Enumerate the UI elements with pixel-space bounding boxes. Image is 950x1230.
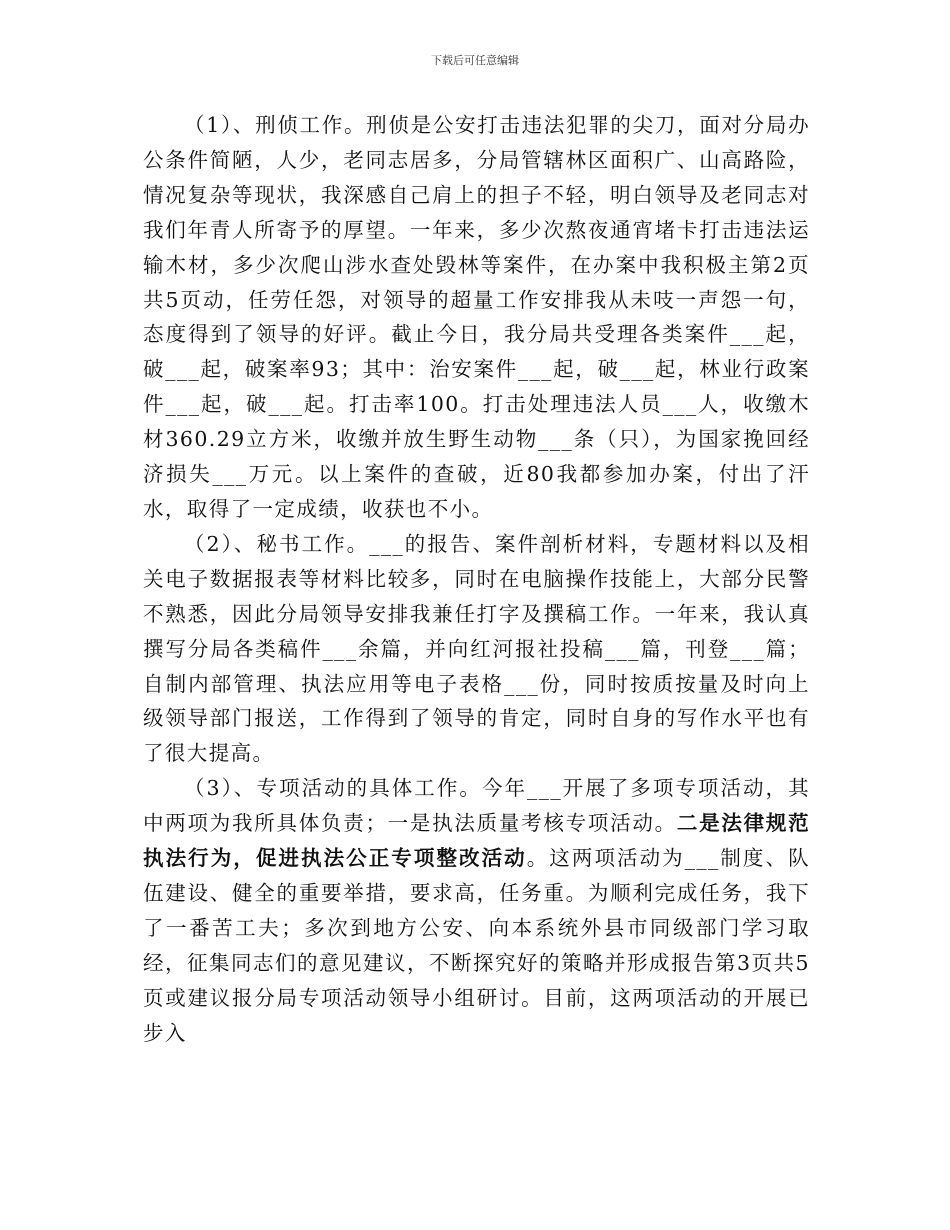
bold-highlight-text: 二是法律规范执法行为，促进执法公正专项整改活动 [143, 811, 810, 871]
paragraph-special-campaigns [143, 771, 810, 1050]
paragraph-criminal-investigation: （1）、刑侦工作。刑侦是公安打击违法犯罪的尖刀，面对分局办公条件简陋，人少，老同志居多，分局管辖林区面积广、山高路险，情况复杂等现状，我深感自己肩上的担子不轻，明白领导及老同志对我们年青人所寄予的厚望。一年来，多少次熬夜通宵堵卡打击违法运输木材，多少次爬山涉水查处毁林等案件，在办案中我积极主第2页共5页动，任劳任怨，对领导的超量工作安排我从未吱一声怨一句，态度得到了领导的好评。截止今日，我分局共受理各类案件___起，破___起，破案率93；其中：治安案件___起，破___起，林业行政案件___起，破___起。打击率100。打击处理违法人员___人，收缴木材360.29立方米，收缴并放生野生动物___条（只），为国家挽回经济损失___万元。以上案件的查破，近80我都参加办案，付出了汗水，取得了一定成绩，收获也不小。 [143, 113, 810, 521]
paragraph-secretary-work: （2）、秘书工作。___的报告、案件剖析材料，专题材料以及相关电子数据报表等材料比较多，同时在电脑操作技能上，大部分民警不熟悉，因此分局领导安排我兼任打字及撰稿工作。一年来，我认真撰写分局各类稿件___余篇，并向红河报社投稿___篇，刊登___篇；自制内部管理、执法应用等电子表格___份，同时按质按量及时向上级领导部门报送，工作得到了领导的肯定，同时自身的写作水平也有了很大提高。 [143, 531, 810, 766]
document-body [143, 108, 810, 1050]
page-header: 下载后可任意编辑 [431, 54, 519, 67]
paragraph-text-segment: 。这两项活动为___制度、队伍建设、健全的重要举措，要求高，任务重。为顺利完成任务，我下了一番苦工夫；多次到地方公安、向本系统外县市同级部门学习取经，征集同志们的意见建议，不断探究好的策略并形成报告第3页共5页或建议报分局专项活动领导小组研讨。目前，这两项活动的开展已步入 [143, 846, 810, 1045]
paragraph-text-segment: （3）、专项活动的具体工作。今年___开展了多项专项活动，其中两项为我所具体负责；一是执法质量考核专项活动。 [143, 776, 810, 836]
